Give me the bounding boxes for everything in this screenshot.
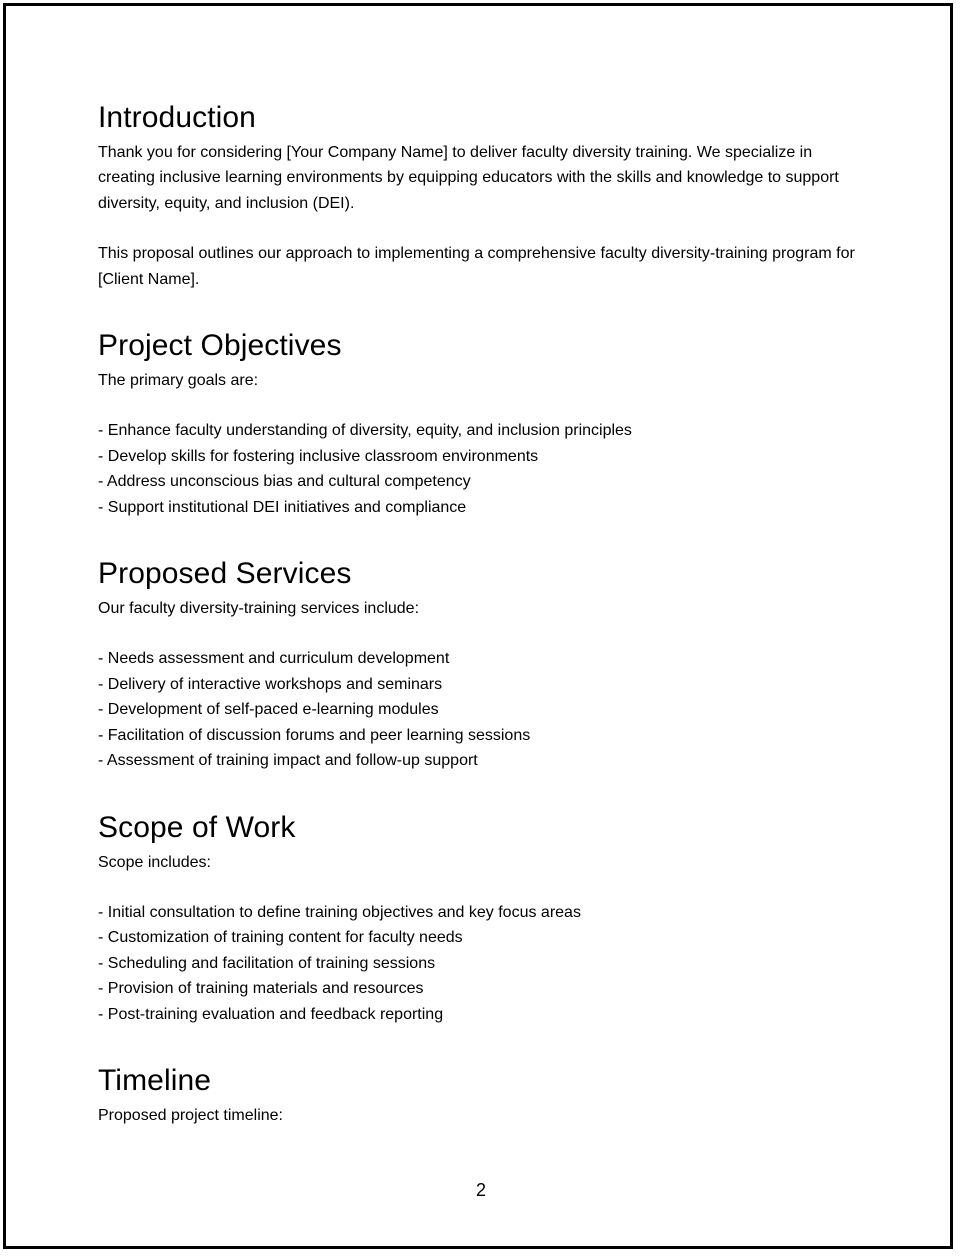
introduction-heading: Introduction <box>98 101 256 134</box>
introduction-section <box>98 98 858 292</box>
list-item: - Post-training evaluation and feedback reporting <box>98 1005 444 1023</box>
scope-list <box>98 900 858 1027</box>
list-item: - Initial consultation to define training objectives and key focus areas <box>98 903 581 921</box>
list-item: - Customization of training content for faculty needs <box>98 929 463 947</box>
list-item: - Delivery of interactive workshops and seminars <box>98 675 443 693</box>
list-item: - Develop skills for fostering inclusive classroom environments <box>98 447 539 465</box>
list-item: - Support institutional DEI initiatives and compliance <box>98 498 467 516</box>
objectives-list <box>98 418 858 520</box>
scope-section <box>98 808 858 1027</box>
introduction-paragraph: Thank you for considering [Your Company Name] to deliver faculty diversity training. We specialize in creating inclusive learning environments by equipping educators with the skills and knowledge to support diversity, equity, and inclusion (DEI). <box>98 144 839 212</box>
document-page <box>3 3 953 1249</box>
objectives-heading: Project Objectives <box>98 329 342 363</box>
introduction-paragraph: This proposal outlines our approach to implementing a comprehensive faculty diversity-training program for [Client Name]. <box>98 245 855 288</box>
scope-heading: Scope of Work <box>98 810 296 844</box>
services-list <box>98 646 858 773</box>
list-item: - Development of self-paced e-learning modules <box>98 701 439 719</box>
timeline-intro: Proposed project timeline: <box>98 1106 283 1124</box>
page-number: 2 <box>475 1180 486 1200</box>
list-item: - Needs assessment and curriculum development <box>98 650 450 668</box>
scope-intro: Scope includes: <box>98 853 211 871</box>
list-item: - Enhance faculty understanding of diversity, equity, and inclusion principles <box>98 422 632 440</box>
timeline-section <box>98 1061 858 1128</box>
objectives-intro: The primary goals are: <box>98 372 259 390</box>
timeline-heading: Timeline <box>98 1063 212 1097</box>
list-item: - Facilitation of discussion forums and peer learning sessions <box>98 726 531 744</box>
page-content <box>98 98 858 1128</box>
list-item: - Assessment of training impact and follow-up support <box>98 752 478 770</box>
list-item: - Address unconscious bias and cultural competency <box>98 473 471 491</box>
list-item: - Scheduling and facilitation of training sessions <box>98 954 436 972</box>
list-item: - Provision of training materials and resources <box>98 980 424 998</box>
services-heading: Proposed Services <box>98 557 352 591</box>
objectives-section <box>98 326 858 520</box>
services-intro: Our faculty diversity-training services include: <box>98 600 420 618</box>
services-section <box>98 554 858 773</box>
